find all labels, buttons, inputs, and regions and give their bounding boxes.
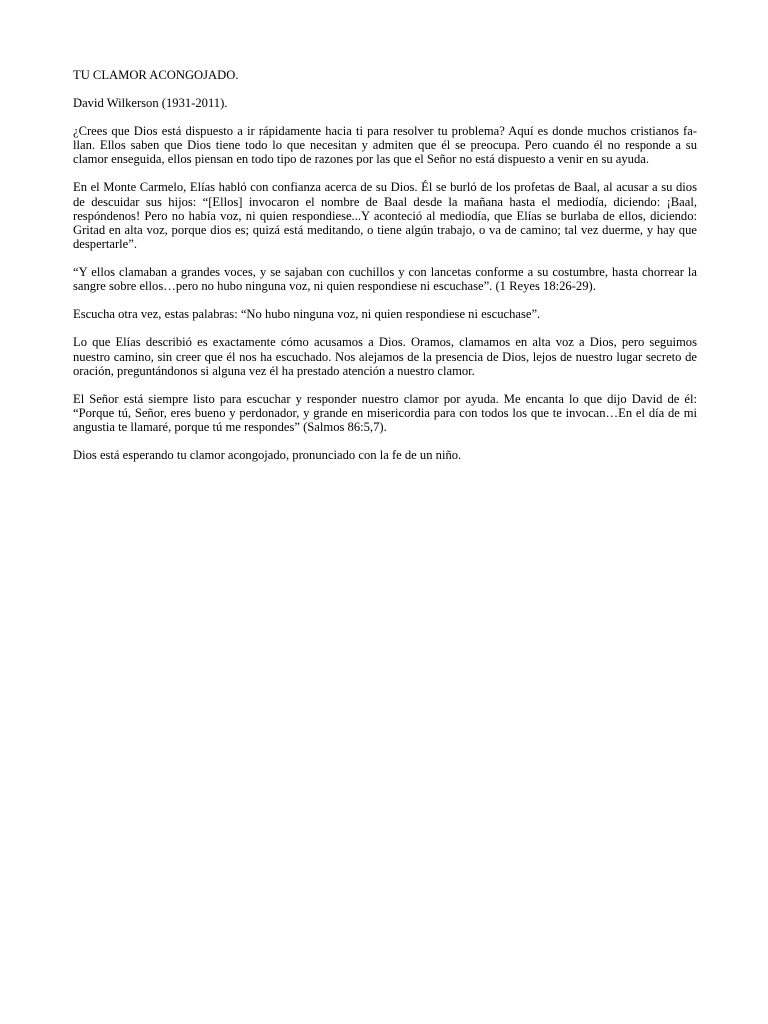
paragraph-3: “Y ellos clamaban a grandes voces, y se sajaban con cuchillos y con lancetas conforme a su costumbre, hasta chorrear la sangre sobre ellos…pero no hubo ninguna voz, ni quien respondiese ni escuchase”. (1 Reyes 18:26-29).	[73, 265, 697, 294]
paragraph-2: En el Monte Carmelo, Elías habló con confianza acerca de su Dios. Él se burló de los profetas de Baal, al acusar a su dios de descuidar sus hijos: “[Ellos] invocaron el nombre de Baal desde la mañana hasta el mediodía, diciendo: ¡Baal, respóndenos! Pero no había voz, ni quien respondiese...Y aconteció al mediodía, que Elías se burlaba de ellos, diciendo: Gritad en alta voz, porque dios es; quizá está meditando, o tiene algún trabajo, o va de camino; tal vez duerme, y hay que despertarle”.	[73, 180, 697, 252]
document-page	[73, 68, 697, 476]
paragraph-1: ¿Crees que Dios está dispuesto a ir rápidamente hacia ti para resolver tu problema? Aquí es donde muchos cristianos fa-llan. Ellos saben que Dios tiene todo lo que necesitan y admiten que él se preocupa. Pero cuando él no responde a su clamor enseguida, ellos piensan en todo tipo de razones por las que el Señor no está dispuesto a venir en su ayuda.	[73, 124, 697, 167]
document-author: David Wilkerson (1931-2011).	[73, 96, 228, 110]
paragraph-4: Escucha otra vez, estas palabras: “No hubo ninguna voz, ni quien respondiese ni escuchase”.	[73, 307, 541, 322]
paragraph-6: El Señor está siempre listo para escuchar y responder nuestro clamor por ayuda. Me encanta lo que dijo David de él: “Porque tú, Señor, eres bueno y perdonador, y grande en misericordia para con todos los que te invocan…En el día de mi angustia te llamaré, porque tú me respondes” (Salmos 86:5,7).	[73, 391, 697, 435]
document-title: TU CLAMOR ACONGOJADO.	[73, 68, 239, 82]
paragraph-7: Dios está esperando tu clamor acongojado, pronunciado con la fe de un niño.	[73, 448, 462, 463]
paragraph-5: Lo que Elías describió es exactamente cómo acusamos a Dios. Oramos, clamamos en alta voz a Dios, pero seguimos nuestro camino, sin creer que él nos ha escuchado. Nos alejamos de la presencia de Dios, lejos de nuestro lugar secreto de oración, preguntándonos si alguna vez él ha prestado atención a nuestro clamor.	[73, 335, 697, 378]
